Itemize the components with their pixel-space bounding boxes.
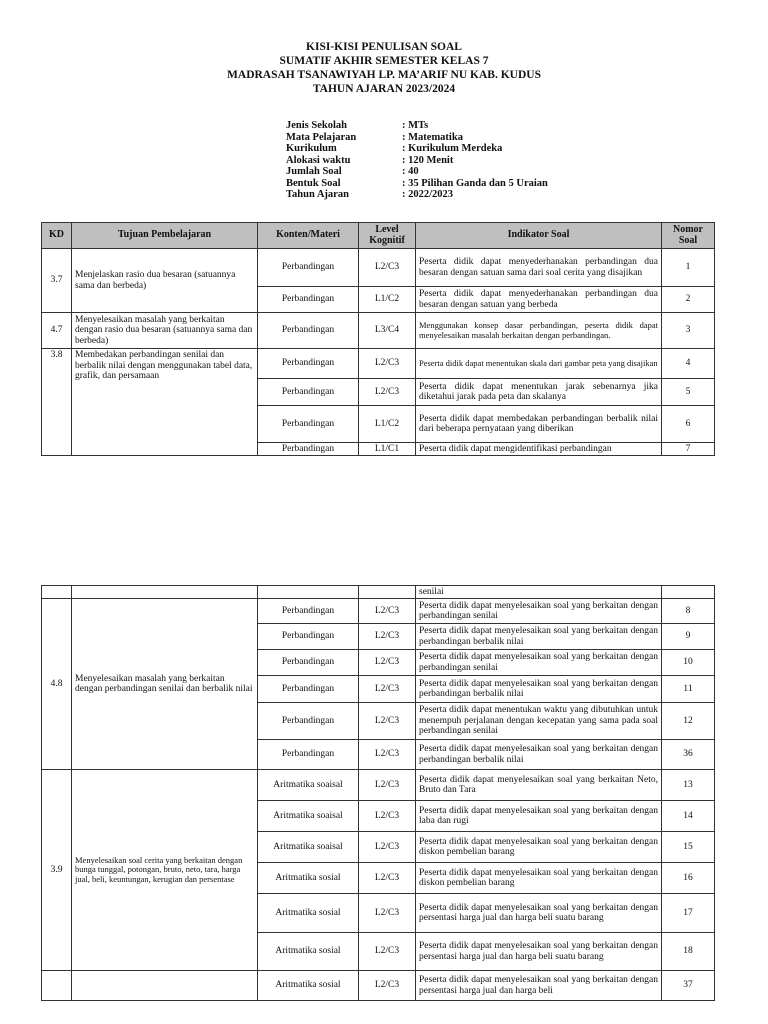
indikator-cell: Peserta didik dapat menyelesaikan soal yang berkaitan dengan perbandingan berbalik nilai xyxy=(416,676,662,703)
level-cell: L2/C3 xyxy=(359,971,416,1001)
kd-cell xyxy=(42,971,72,1001)
indikator-cell: Peserta didik dapat menyederhanakan perbandingan dua besaran dengan satuan yang berbeda xyxy=(416,287,662,313)
kisi-table-page-2 xyxy=(41,585,715,1001)
nomor-cell: 1 xyxy=(662,249,715,287)
nomor-cell: 12 xyxy=(662,703,715,740)
indikator-cell: Peserta didik dapat menyelesaikan soal yang berkaitan dengan laba dan rugi xyxy=(416,801,662,832)
level-cell: L1/C2 xyxy=(359,406,416,443)
level-cell: L2/C3 xyxy=(359,740,416,770)
level-cell: L2/C3 xyxy=(359,894,416,933)
table-row xyxy=(42,586,715,599)
info-block xyxy=(286,120,548,201)
konten-cell: Perbandingan xyxy=(258,443,359,456)
info-row xyxy=(286,132,548,144)
level-cell: L2/C3 xyxy=(359,933,416,971)
level-cell: L1/C1 xyxy=(359,443,416,456)
info-value: : 40 xyxy=(402,166,419,177)
indikator-cell: Peserta didik dapat menentukan skala dari gambar peta yang disajikan xyxy=(416,349,662,379)
indikator-cell: Peserta didik dapat menyelesaikan soal yang berkaitan Neto, Bruto dan Tara xyxy=(416,770,662,801)
level-cell: L2/C3 xyxy=(359,249,416,287)
konten-cell: Perbandingan xyxy=(258,287,359,313)
info-label: Mata Pelajaran xyxy=(286,131,357,143)
indikator-cell: Peserta didik dapat menyelesaikan soal yang berkaitan dengan diskon pembelian barang xyxy=(416,832,662,863)
table-row xyxy=(42,599,715,624)
nomor-cell: 4 xyxy=(662,349,715,379)
nomor-cell: 37 xyxy=(662,971,715,1001)
konten-cell: Aritmatika soaisal xyxy=(258,770,359,801)
indikator-cell: Peserta didik dapat menentukan waktu yang dibutuhkan untuk menempuh perjalanan dengan kecepatan yang sama pada soal perbandingan senilai xyxy=(416,703,662,740)
konten-cell xyxy=(258,586,359,599)
konten-cell: Aritmatika sosial xyxy=(258,933,359,971)
indikator-cell: Peserta didik dapat menyelesaikan soal yang berkaitan dengan diskon pembelian barang xyxy=(416,863,662,894)
konten-cell: Aritmatika sosial xyxy=(258,863,359,894)
indikator-cell: Menggunakan konsep dasar perbandingan, peserta didik dapat menyelesaikan masalah berkaitan dengan perbandingan. xyxy=(416,313,662,349)
nomor-cell: 18 xyxy=(662,933,715,971)
info-row xyxy=(286,120,548,132)
konten-cell: Aritmatika sosial xyxy=(258,894,359,933)
info-label: Kurikulum xyxy=(286,143,337,154)
konten-cell: Perbandingan xyxy=(258,249,359,287)
tujuan-cell: Menjelaskan rasio dua besaran (satuannya sama dan berbeda) xyxy=(72,249,258,313)
table-row xyxy=(42,249,715,287)
nomor-cell: 6 xyxy=(662,406,715,443)
info-row xyxy=(286,166,548,178)
info-value: : Matematika xyxy=(402,131,463,143)
indikator-cell: Peserta didik dapat membedakan perbandingan berbalik nilai dari beberapa pernyataan yang diberikan xyxy=(416,406,662,443)
info-value: : MTs xyxy=(402,120,429,131)
header-konten: Konten/Materi xyxy=(258,223,359,249)
table-row xyxy=(42,349,715,379)
kd-cell: 4.7 xyxy=(42,313,72,349)
level-cell: L2/C3 xyxy=(359,832,416,863)
title-line-2: SUMATIF AKHIR SEMESTER KELAS 7 xyxy=(279,55,489,67)
konten-cell: Perbandingan xyxy=(258,406,359,443)
info-row xyxy=(286,189,548,201)
nomor-cell: 3 xyxy=(662,313,715,349)
info-value: : Kurikulum Merdeka xyxy=(402,143,503,154)
tujuan-cell: Menyelesaikan masalah yang berkaitan dengan rasio dua besaran (satuannya sama dan berbeda) xyxy=(72,313,258,349)
nomor-cell: 15 xyxy=(662,832,715,863)
info-value: : 35 Pilihan Ganda dan 5 Uraian xyxy=(402,177,548,189)
nomor-cell: 5 xyxy=(662,379,715,406)
level-cell: L3/C4 xyxy=(359,313,416,349)
level-cell: L2/C3 xyxy=(359,349,416,379)
tujuan-cell: Menyelesaikan soal cerita yang berkaitan dengan bunga tunggal, potongan, bruto, neto, tara, harga jual, beli, keuntungan, kerugian dan persentase xyxy=(72,770,258,971)
konten-cell: Perbandingan xyxy=(258,599,359,624)
info-row xyxy=(286,143,548,155)
info-label: Alokasi waktu xyxy=(286,154,351,166)
indikator-continued-cell: senilai xyxy=(416,586,662,599)
indikator-cell: Peserta didik dapat menyelesaikan soal yang berkaitan dengan persentasi harga jual dan harga beli suatu barang xyxy=(416,894,662,933)
info-value: : 120 Menit xyxy=(402,154,454,166)
indikator-cell: Peserta didik dapat menyederhanakan perbandingan dua besaran dengan satuan sama dari soal cerita yang disajikan xyxy=(416,249,662,287)
header-kd: KD xyxy=(42,223,72,249)
header-indikator: Indikator Soal xyxy=(416,223,662,249)
header-tujuan: Tujuan Pembelajaran xyxy=(72,223,258,249)
indikator-cell: Peserta didik dapat menyelesaikan soal yang berkaitan dengan perbandingan senilai xyxy=(416,599,662,624)
header-nomor: Nomor Soal xyxy=(662,223,715,249)
konten-cell: Perbandingan xyxy=(258,349,359,379)
indikator-cell: Peserta didik dapat menyelesaikan soal yang berkaitan dengan perbandingan senilai xyxy=(416,650,662,676)
info-row xyxy=(286,155,548,167)
table-row xyxy=(42,770,715,801)
konten-cell: Perbandingan xyxy=(258,740,359,770)
level-cell: L1/C2 xyxy=(359,287,416,313)
kd-cell: 3.9 xyxy=(42,770,72,971)
tujuan-cell: Menyelesaikan masalah yang berkaitan dengan perbandingan senilai dan berbalik nilai xyxy=(72,599,258,770)
level-cell: L2/C3 xyxy=(359,599,416,624)
indikator-cell: Peserta didik dapat menyelesaikan soal yang berkaitan dengan persentasi harga jual dan harga beli suatu barang xyxy=(416,933,662,971)
table-row xyxy=(42,971,715,1001)
nomor-cell: 13 xyxy=(662,770,715,801)
info-label: Jumlah Soal xyxy=(286,166,342,177)
kd-cell xyxy=(42,586,72,599)
indikator-cell: Peserta didik dapat menyelesaikan soal yang berkaitan dengan perbandingan berbalik nilai xyxy=(416,624,662,650)
nomor-cell: 9 xyxy=(662,624,715,650)
level-cell: L2/C3 xyxy=(359,379,416,406)
nomor-cell xyxy=(662,586,715,599)
level-cell: L2/C3 xyxy=(359,650,416,676)
kd-cell: 3.8 xyxy=(42,349,72,456)
title-line-4: TAHUN AJARAN 2023/2024 xyxy=(312,83,456,95)
level-cell: L2/C3 xyxy=(359,703,416,740)
info-label: Tahun Ajaran xyxy=(286,189,349,200)
konten-cell: Perbandingan xyxy=(258,650,359,676)
nomor-cell: 16 xyxy=(662,863,715,894)
kd-cell: 3.7 xyxy=(42,249,72,313)
level-cell: L2/C3 xyxy=(359,863,416,894)
tujuan-cell: Membedakan perbandingan senilai dan berbalik nilai dengan menggunakan tabel data, grafik, dan persamaan xyxy=(72,349,258,456)
level-cell xyxy=(359,586,416,599)
level-cell: L2/C3 xyxy=(359,624,416,650)
table-header-row xyxy=(42,223,715,249)
nomor-cell: 7 xyxy=(662,443,715,456)
info-label: Bentuk Soal xyxy=(286,177,341,189)
nomor-cell: 17 xyxy=(662,894,715,933)
konten-cell: Aritmatika soaisal xyxy=(258,801,359,832)
indikator-cell: Peserta didik dapat menyelesaikan soal yang berkaitan dengan persentasi harga jual dan harga beli xyxy=(416,971,662,1001)
indikator-cell: Peserta didik dapat mengidentifikasi perbandingan xyxy=(416,443,662,456)
nomor-cell: 8 xyxy=(662,599,715,624)
table-row xyxy=(42,313,715,349)
indikator-cell: Peserta didik dapat menentukan jarak sebenarnya jika diketahui jarak pada peta dan skalanya xyxy=(416,379,662,406)
konten-cell: Aritmatika soaisal xyxy=(258,832,359,863)
level-cell: L2/C3 xyxy=(359,676,416,703)
konten-cell: Perbandingan xyxy=(258,313,359,349)
document-title xyxy=(0,40,768,96)
title-line-3: MADRASAH TSANAWIYAH LP. MA’ARIF NU KAB. KUDUS xyxy=(227,69,541,81)
title-line-1: KISI-KISI PENULISAN SOAL xyxy=(306,41,462,53)
header-level: Level Kognitif xyxy=(359,223,416,249)
konten-cell: Perbandingan xyxy=(258,676,359,703)
nomor-cell: 36 xyxy=(662,740,715,770)
info-label: Jenis Sekolah xyxy=(286,120,347,131)
kisi-table-page-1 xyxy=(41,222,715,456)
nomor-cell: 11 xyxy=(662,676,715,703)
nomor-cell: 10 xyxy=(662,650,715,676)
tujuan-cell xyxy=(72,971,258,1001)
nomor-cell: 14 xyxy=(662,801,715,832)
info-row xyxy=(286,178,548,190)
kd-cell: 4.8 xyxy=(42,599,72,770)
level-cell: L2/C3 xyxy=(359,770,416,801)
konten-cell: Aritmatika sosial xyxy=(258,971,359,1001)
konten-cell: Perbandingan xyxy=(258,379,359,406)
info-value: : 2022/2023 xyxy=(402,189,454,200)
level-cell: L2/C3 xyxy=(359,801,416,832)
indikator-cell: Peserta didik dapat menyelesaikan soal yang berkaitan dengan perbandingan berbalik nilai xyxy=(416,740,662,770)
konten-cell: Perbandingan xyxy=(258,703,359,740)
konten-cell: Perbandingan xyxy=(258,624,359,650)
nomor-cell: 2 xyxy=(662,287,715,313)
tujuan-cell xyxy=(72,586,258,599)
